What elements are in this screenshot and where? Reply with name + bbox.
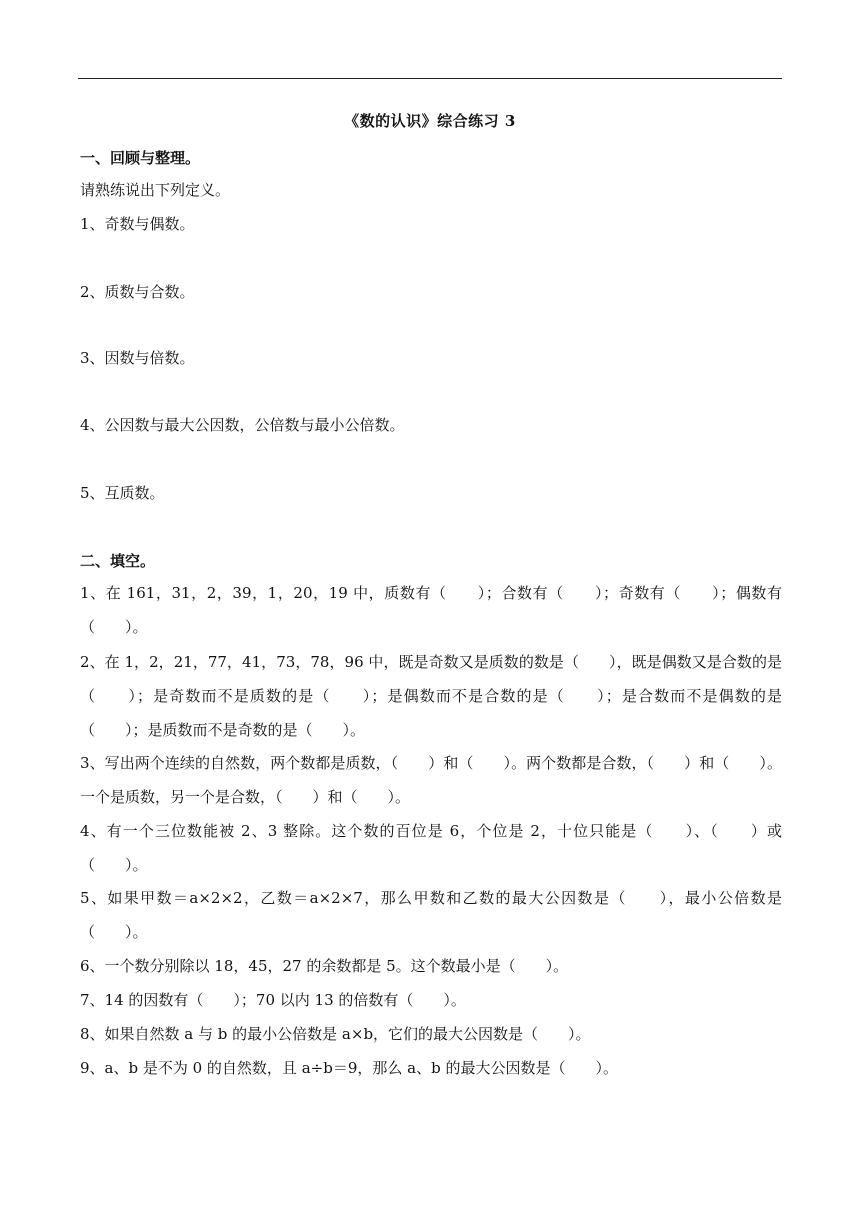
section-heading-review: 一、回顾与整理。 (80, 149, 201, 167)
page-title: 《数的认识》综合练习 3 (344, 112, 516, 130)
section-intro: 请熟练说出下列定义。 (80, 181, 231, 199)
definition-item-3: 3、因数与倍数。 (80, 349, 195, 367)
question-2: 2、在 1，2，21，77，41，73，78，96 中，既是奇数又是质数的数是（ ），既是偶数又是合数的是（ ）；是奇数而不是质数的是（ ）；是偶数而不是合数的是（ ）；是合数而不是偶数的是（ ）；是质数而不是奇数的是（ ）。 (80, 653, 782, 739)
header-rule (78, 78, 782, 79)
question-6: 6、一个数分别除以 18，45，27 的余数都是 5。这个数最小是（ ）。 (80, 957, 569, 975)
definition-item-1: 1、奇数与偶数。 (80, 215, 195, 233)
definition-item-2: 2、质数与合数。 (80, 283, 195, 301)
question-1: 1、在 161，31，2，39，1，20，19 中，质数有（ ）；合数有（ ）；奇数有（ ）；偶数有（ ）。 (80, 584, 782, 636)
section-heading-fill-in: 二、填空。 (80, 552, 156, 570)
question-5: 5、如果甲数＝a×2×2，乙数＝a×2×7，那么甲数和乙数的最大公因数是（ ），最小公倍数是（ ）。 (80, 889, 782, 941)
question-3: 3、写出两个连续的自然数，两个数都是质数，（ ）和（ ）。两个数都是合数，（ ）和（ ）。一个是质数，另一个是合数，（ ）和（ ）。 (80, 754, 782, 806)
definition-item-5: 5、互质数。 (80, 484, 165, 502)
definition-item-4: 4、公因数与最大公因数，公倍数与最小公倍数。 (80, 416, 405, 434)
question-7: 7、14 的因数有（ ）；70 以内 13 的倍数有（ ）。 (80, 991, 466, 1009)
question-8: 8、如果自然数 a 与 b 的最小公倍数是 a×b，它们的最大公因数是（ ）。 (80, 1025, 591, 1043)
question-4: 4、有一个三位数能被 2、3 整除。这个数的百位是 6，个位是 2，十位只能是（ ）、（ ）或（ ）。 (80, 822, 782, 874)
question-9: 9、a、b 是不为 0 的自然数，且 a÷b＝9，那么 a、b 的最大公因数是（ ）。 (80, 1059, 618, 1077)
